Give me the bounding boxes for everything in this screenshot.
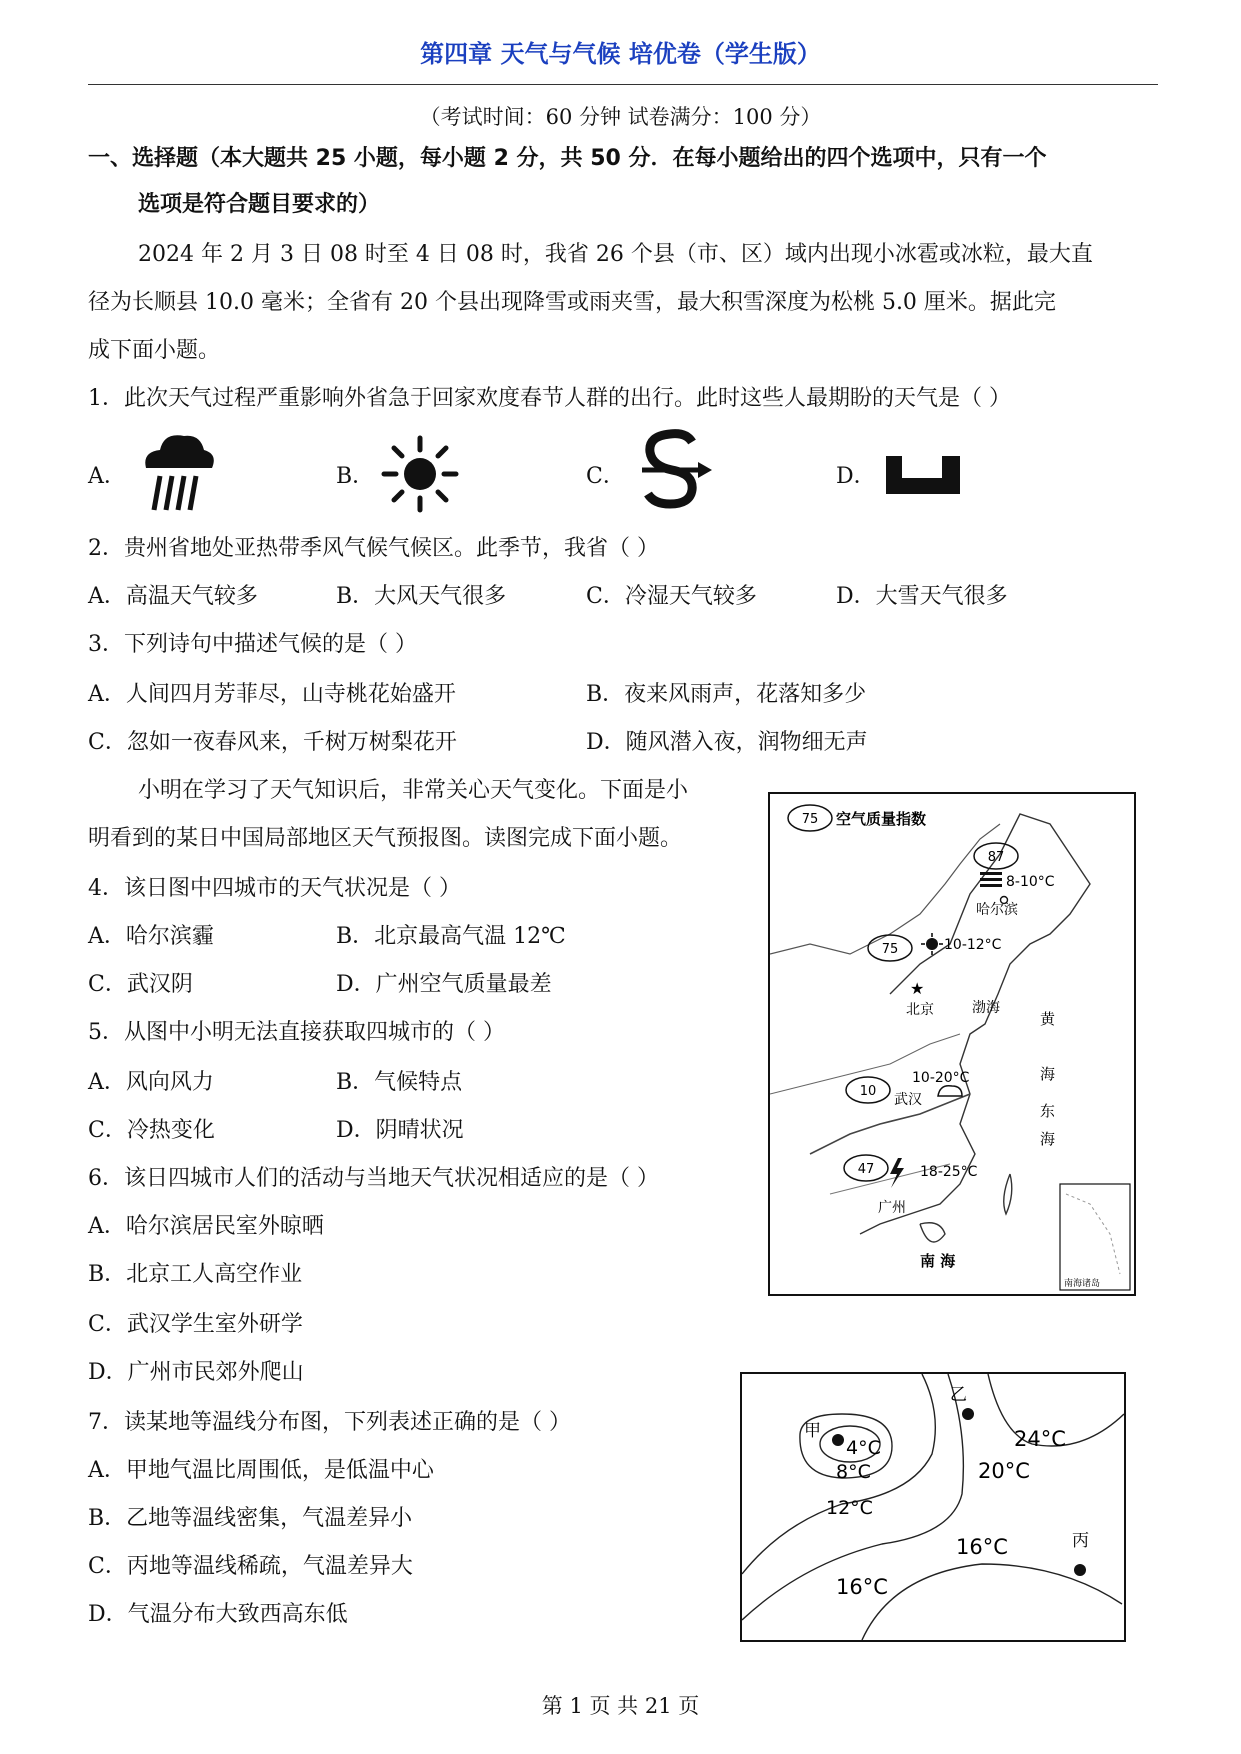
option-c[interactable]: C．武汉阴 — [88, 972, 193, 997]
question-stem: 1．此次天气过程严重影响外省急于回家欢度春节人群的出行。此时这些人最期盼的天气是（ ） — [88, 386, 1011, 411]
cloudy-icon — [938, 1086, 962, 1096]
isotherm-20: 20°C — [978, 1459, 1030, 1483]
option-b[interactable]: B．乙地等温线密集，气温差异小 — [88, 1506, 413, 1531]
inset-map — [1060, 1184, 1130, 1290]
harbin-aqi: 87 — [987, 850, 1005, 865]
option-b[interactable]: B．大风天气很多 — [336, 584, 507, 609]
option-b[interactable]: B．夜来风雨声，花落知多少 — [586, 682, 867, 707]
yellow-sea-label-1: 黄 — [1040, 1010, 1056, 1028]
haze-icon — [980, 872, 1002, 887]
wuhan-name: 武汉 — [894, 1092, 922, 1108]
east-sea-label-1: 东 — [1040, 1102, 1056, 1120]
option-a[interactable]: A．哈尔滨居民室外晾晒 — [88, 1214, 324, 1239]
sun-icon — [380, 434, 460, 514]
beijing-name: 北京 — [906, 1002, 934, 1018]
page-title: 第四章 天气与气候 培优卷（学生版） — [420, 40, 821, 68]
isotherm-map-figure — [740, 1372, 1126, 1642]
option-c-label[interactable]: C． — [586, 464, 625, 489]
option-d[interactable]: D．随风潜入夜，润物细无声 — [586, 730, 868, 755]
option-d[interactable]: D．广州空气质量最差 — [336, 972, 552, 997]
option-b[interactable]: B．北京最高气温 12℃ — [336, 924, 566, 949]
wuhan-temp: 10-20°C — [912, 1070, 970, 1086]
option-c[interactable]: C．武汉学生室外研学 — [88, 1312, 303, 1337]
question-stem: 3．下列诗句中描述气候的是（ ） — [88, 632, 417, 657]
point-bing-label: 丙 — [1072, 1531, 1089, 1551]
beijing-temp: 10-12°C — [944, 937, 1002, 953]
guangzhou-aqi: 47 — [857, 1162, 875, 1177]
capital-star-icon: ★ — [910, 979, 925, 998]
rain-cloud-icon — [138, 428, 216, 518]
option-b[interactable]: B．北京工人高空作业 — [88, 1262, 303, 1287]
option-a[interactable]: A．哈尔滨霾 — [88, 924, 214, 949]
point-yi — [962, 1408, 974, 1420]
isotherm-16-south: 16°C — [836, 1575, 888, 1599]
exam-info: （考试时间：60 分钟 试卷满分：100 分） — [419, 105, 822, 129]
weather-map-figure — [768, 792, 1136, 1296]
isotherm-8: 8°C — [836, 1461, 871, 1483]
yellow-sea-label-2: 海 — [1040, 1065, 1056, 1083]
guangzhou-temp: 18-25°C — [920, 1164, 978, 1180]
header-divider — [88, 84, 1158, 85]
inset-label: 南海诸岛 — [1064, 1279, 1101, 1289]
passage-text: 2024 年 2 月 3 日 08 时至 4 日 08 时，我省 26 个县（市、区）域内出现小冰雹或冰粒，最大直 — [138, 242, 1093, 267]
fog-icon — [882, 452, 964, 498]
harbin-temp: 8-10°C — [1006, 874, 1055, 890]
passage-text: 成下面小题。 — [88, 338, 221, 363]
sandstorm-icon — [636, 428, 716, 510]
south-sea-label: 南 海 — [920, 1252, 956, 1270]
option-d[interactable]: D．大雪天气很多 — [836, 584, 1008, 609]
point-bing — [1074, 1564, 1086, 1576]
option-d[interactable]: D．阴晴状况 — [336, 1118, 464, 1143]
page-number: 第 1 页 共 21 页 — [541, 1694, 700, 1718]
bohai-label: 渤海 — [972, 1000, 1000, 1016]
wuhan-aqi: 10 — [859, 1084, 877, 1099]
thunderstorm-icon — [890, 1158, 904, 1188]
isotherm-12: 12°C — [826, 1497, 873, 1519]
option-c[interactable]: C．冷热变化 — [88, 1118, 215, 1143]
question-stem: 4．该日图中四城市的天气状况是（ ） — [88, 876, 461, 901]
option-a[interactable]: A．人间四月芳菲尽，山寺桃花始盛开 — [88, 682, 456, 707]
option-c[interactable]: C．丙地等温线稀疏，气温差异大 — [88, 1554, 413, 1579]
legend-label: 空气质量指数 — [836, 810, 927, 828]
point-jia-label: 甲 — [804, 1421, 821, 1441]
option-b-label[interactable]: B． — [336, 464, 375, 489]
option-d[interactable]: D．气温分布大致西高东低 — [88, 1602, 348, 1627]
option-c[interactable]: C．冷湿天气较多 — [586, 584, 757, 609]
question-stem: 6．该日四城市人们的活动与当地天气状况相适应的是（ ） — [88, 1166, 659, 1191]
east-sea-label-2: 海 — [1040, 1130, 1056, 1148]
question-stem: 2．贵州省地处亚热带季风气候气候区。此季节，我省（ ） — [88, 536, 659, 561]
option-c[interactable]: C．忽如一夜春风来，千树万树梨花开 — [88, 730, 457, 755]
weather-map — [770, 794, 1134, 1294]
passage-text: 明看到的某日中国局部地区天气预报图。读图完成下面小题。 — [88, 826, 683, 851]
option-d[interactable]: D．广州市民郊外爬山 — [88, 1360, 304, 1385]
option-a[interactable]: A．风向风力 — [88, 1070, 214, 1095]
isotherm-map — [742, 1374, 1124, 1640]
point-jia — [832, 1434, 844, 1446]
beijing-aqi: 75 — [881, 942, 899, 957]
harbin-name: 哈尔滨 — [976, 902, 1018, 918]
isotherm-4: 4°C — [846, 1437, 881, 1459]
option-a-label[interactable]: A． — [88, 464, 126, 489]
legend-aqi-value: 75 — [801, 812, 819, 827]
question-stem: 5．从图中小明无法直接获取四城市的（ ） — [88, 1020, 505, 1045]
option-a[interactable]: A．高温天气较多 — [88, 584, 258, 609]
option-d-label[interactable]: D． — [836, 464, 876, 489]
passage-text: 小明在学习了天气知识后，非常关心天气变化。下面是小 — [138, 778, 689, 803]
isotherm-16-east: 16°C — [956, 1535, 1008, 1559]
question-stem: 7．读某地等温线分布图，下列表述正确的是（ ） — [88, 1410, 571, 1435]
guangzhou-name: 广州 — [878, 1200, 906, 1216]
section-heading-cont: 选项是符合题目要求的） — [138, 192, 381, 217]
isotherm-24: 24°C — [1014, 1427, 1066, 1451]
point-yi-label: 乙 — [950, 1385, 967, 1405]
option-b[interactable]: B．气候特点 — [336, 1070, 463, 1095]
passage-text: 径为长顺县 10.0 毫米；全省有 20 个县出现降雪或雨夹雪，最大积雪深度为松桃 5.0 厘米。据此完 — [88, 290, 1056, 315]
section-heading: 一、选择题（本大题共 25 小题，每小题 2 分，共 50 分．在每小题给出的四个选项中，只有一个 — [88, 146, 1047, 171]
option-a[interactable]: A．甲地气温比周围低，是低温中心 — [88, 1458, 434, 1483]
